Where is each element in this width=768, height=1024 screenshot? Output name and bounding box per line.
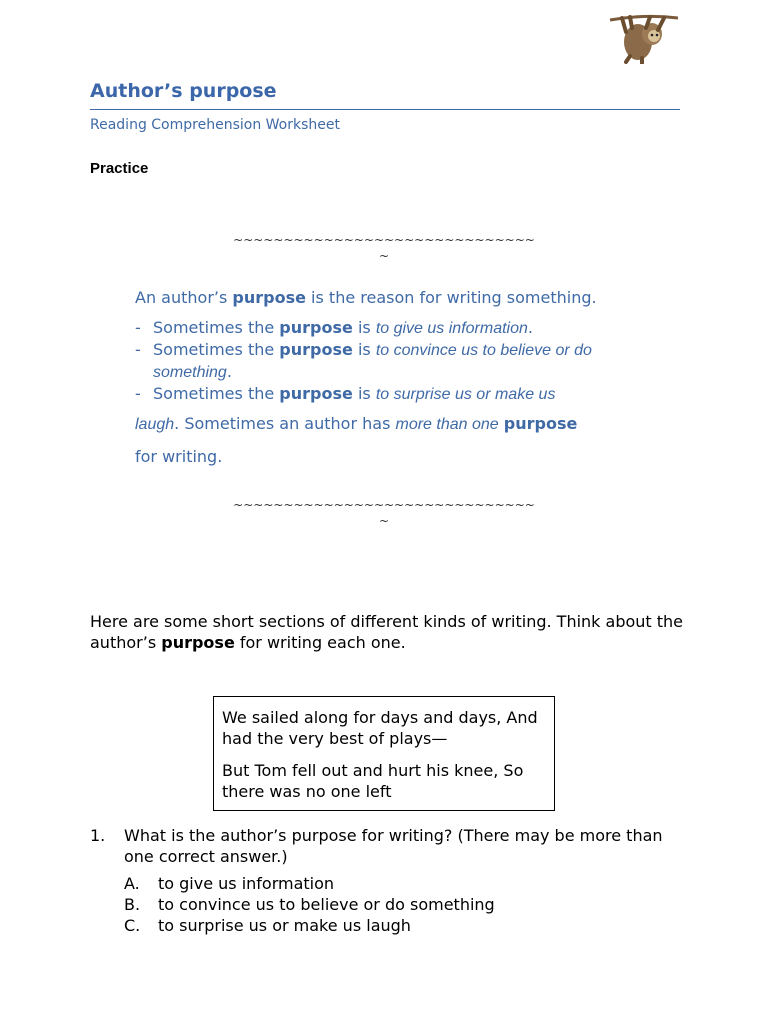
page-title: Author’s purpose: [90, 80, 277, 102]
poem-excerpt-box: [213, 696, 555, 811]
sloth-logo: [608, 12, 680, 64]
purpose-list: [135, 317, 655, 405]
section-heading: Practice: [90, 160, 149, 177]
option-letter: B.: [124, 895, 141, 914]
definition-tail: laugh. Sometimes an author has more than one purpose for writing.: [135, 414, 578, 466]
tilde-line: ~~~~~~~~~~~~~~~~~~~~~~~~~~~~~~: [233, 498, 535, 512]
definition-block: [135, 288, 655, 473]
tilde-separator-top: [0, 232, 768, 264]
sloth-hanging-icon: [608, 12, 680, 64]
answer-option: [124, 915, 690, 936]
question-number: 1.: [90, 826, 106, 845]
option-letter: A.: [124, 874, 140, 893]
poem-stanza-2: But Tom fell out and hurt his knee, So there was no one left: [222, 761, 524, 801]
dash-bullet: -: [135, 384, 141, 403]
tilde-tail: ~: [378, 514, 390, 528]
option-letter: C.: [124, 916, 141, 935]
tilde-separator-bottom: [0, 497, 768, 529]
purpose-item: - Sometimes the purpose is to give us information.: [135, 318, 533, 337]
tilde-line: ~~~~~~~~~~~~~~~~~~~~~~~~~~~~~~: [233, 233, 535, 247]
answer-option: [124, 894, 690, 915]
definition-intro: [135, 288, 655, 307]
option-text: to give us information: [158, 874, 335, 893]
page-subtitle: Reading Comprehension Worksheet: [90, 117, 340, 133]
definition-intro-rest: is the reason for writing something.: [305, 288, 597, 307]
purpose-item: - Sometimes the purpose is to convince us to believe or do something.: [135, 340, 592, 381]
definition-intro-text: An author’s: [135, 288, 233, 307]
poem-stanza-1: We sailed along for days and days, And had the very best of plays—: [222, 708, 538, 748]
dash-bullet: -: [135, 340, 141, 359]
answer-option: [124, 873, 690, 894]
option-text: to surprise us or make us laugh: [158, 916, 411, 935]
purpose-item: - Sometimes the purpose is to surprise us or make us: [135, 384, 556, 403]
tilde-tail: ~: [378, 249, 390, 263]
title-divider: [90, 109, 680, 110]
definition-intro-keyword: purpose: [232, 288, 306, 307]
instructions-paragraph: Here are some short sections of different kinds of writing. Think about the author’s purpose for writing each one.: [90, 612, 684, 652]
dash-bullet: -: [135, 318, 141, 337]
answer-options: [124, 873, 690, 936]
question-1: [90, 825, 690, 936]
option-text: to convince us to believe or do something: [158, 895, 495, 914]
question-text: What is the author’s purpose for writing? (There may be more than one correct answer.): [124, 826, 663, 866]
